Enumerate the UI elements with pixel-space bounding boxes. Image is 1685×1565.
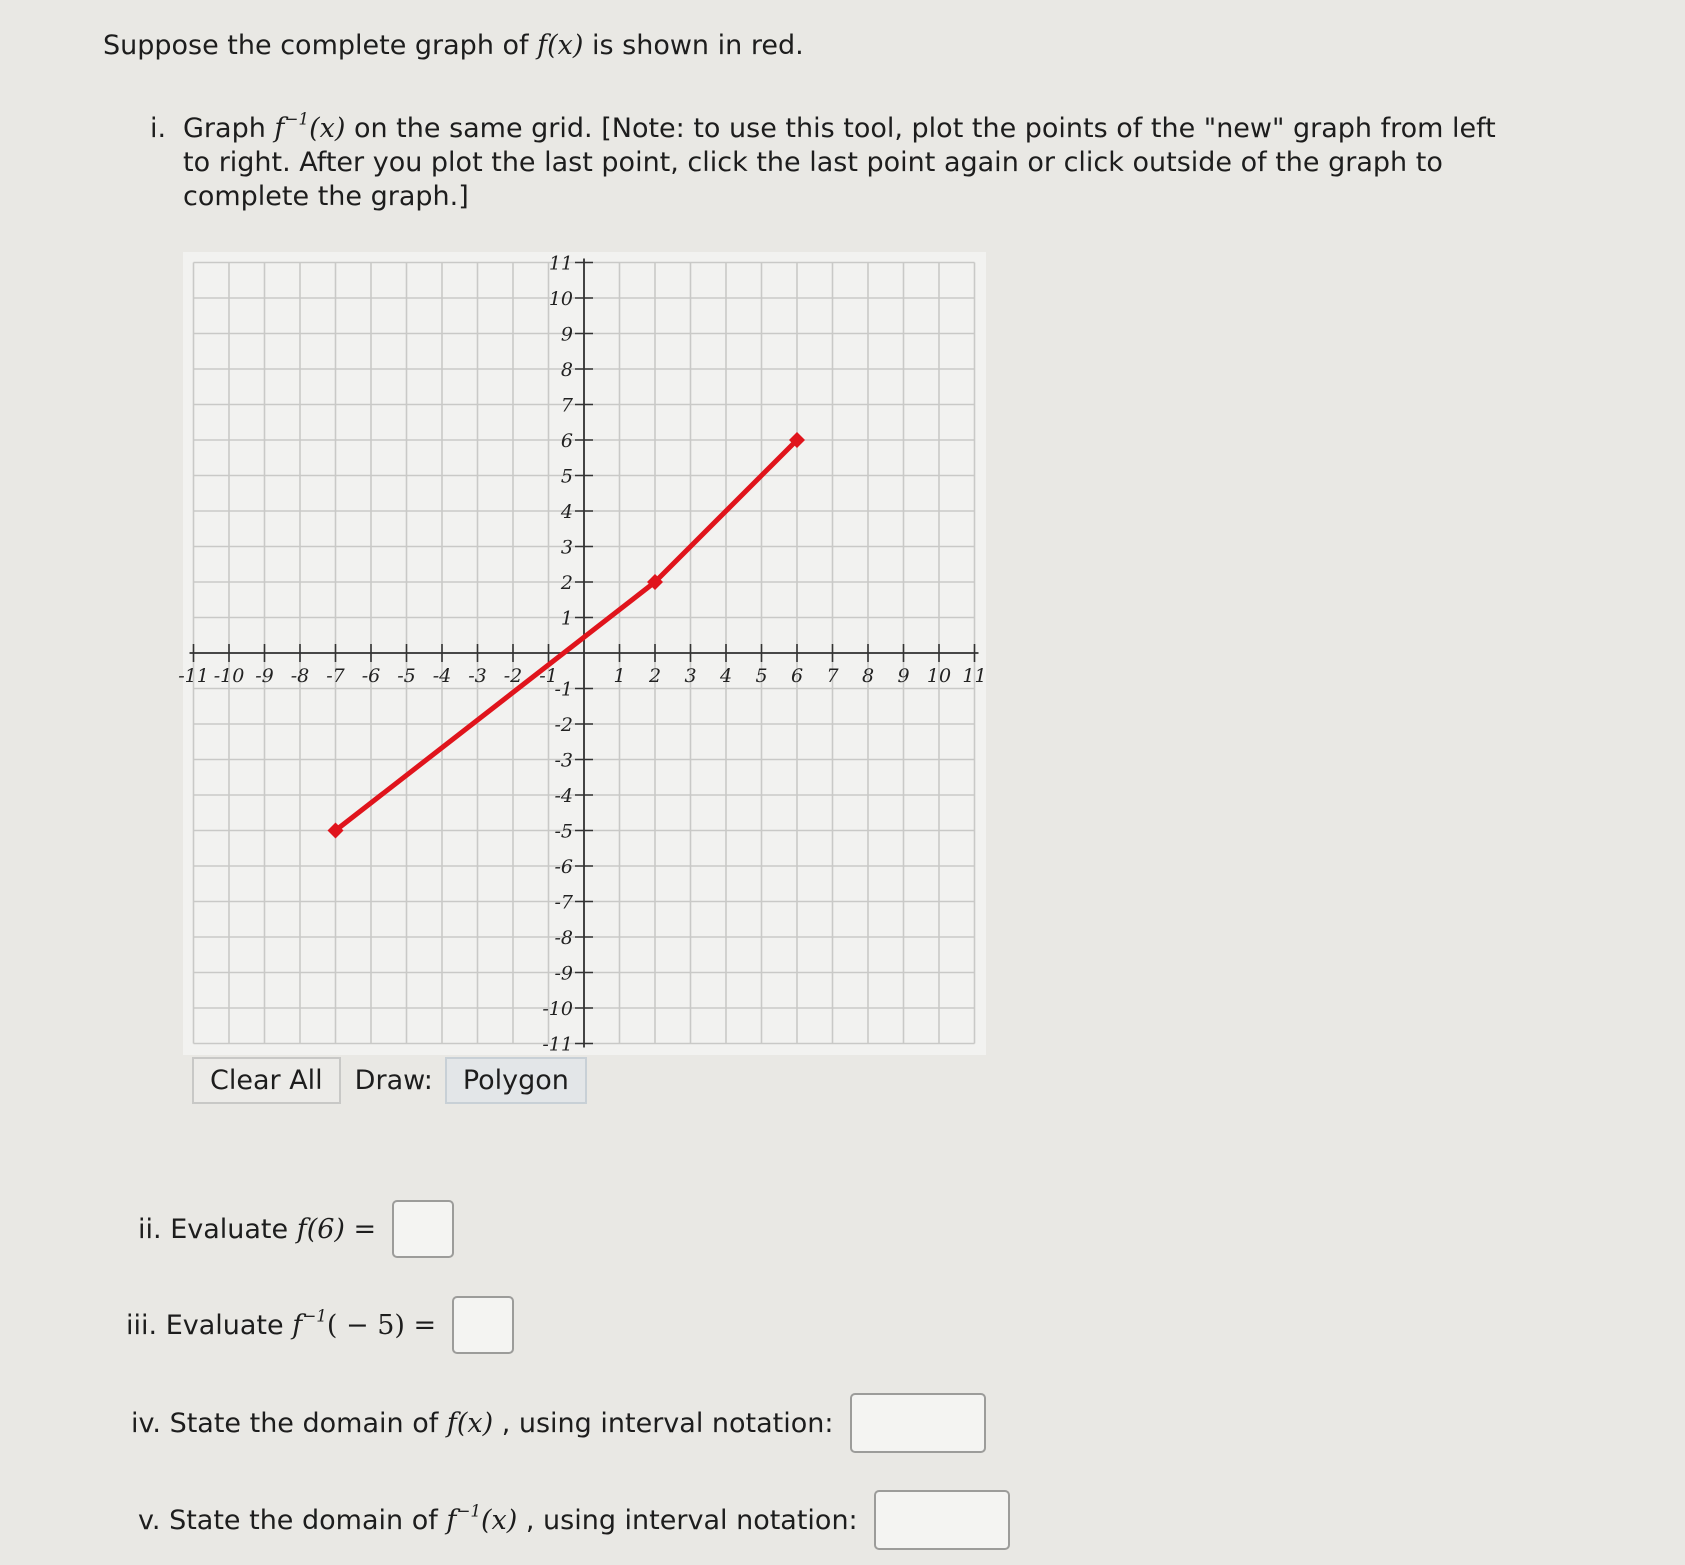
question-3-arg: ( − 5) = [326,1309,437,1341]
x-tick-label: 8 [861,665,875,687]
graph-toolbar [192,1057,587,1104]
x-tick-label: -1 [539,665,558,687]
question-1-number: i. [150,113,167,144]
y-tick-label: 1 [560,607,573,630]
x-tick-label: 3 [684,665,697,687]
y-tick-label: 9 [560,323,573,346]
question-2-expression: f(6) = [296,1213,377,1245]
question-4-post: , using interval notation: [493,1407,834,1439]
y-tick-label: 6 [560,430,573,452]
question-3-pre: Evaluate [165,1309,293,1341]
x-tick-label: 5 [755,665,768,687]
question-5-arg: (x) [481,1504,518,1536]
x-tick-label: 1 [613,665,626,687]
question-5-number: v. [138,1504,161,1536]
y-tick-label: 10 [548,288,573,310]
x-tick-label: -3 [468,665,487,687]
x-tick-label: 6 [790,665,804,687]
x-tick-label: -8 [290,665,310,687]
question-4 [131,1393,986,1453]
question-3 [126,1296,514,1354]
x-tick-label: 11 [962,665,987,687]
x-tick-label: 2 [648,665,662,687]
x-tick-label: -10 [213,665,245,687]
x-tick-label: 4 [719,665,733,687]
y-tick-label: 11 [548,252,573,275]
y-tick-label: -1 [554,678,573,701]
question-5 [138,1490,1010,1550]
clear-all-button[interactable]: Clear All [192,1057,341,1104]
inverse-arg: (x) [309,113,346,144]
question-4-number: iv. [131,1407,161,1439]
x-tick-label: -4 [432,665,452,687]
question-5-post: , using interval notation: [517,1504,858,1536]
x-tick-label: 9 [897,665,910,687]
y-tick-label: 8 [560,359,573,381]
y-tick-label: -2 [554,714,573,736]
intro-post: is shown in red. [583,30,804,61]
y-tick-label: -11 [542,1033,573,1056]
x-tick-label: -5 [397,665,416,687]
y-tick-label: -5 [554,820,573,843]
inverse-f: f [274,113,285,144]
y-tick-label: -3 [554,749,573,772]
x-tick-label: -7 [326,665,345,687]
question-1-pre: Graph [183,113,275,144]
x-tick-label: 7 [826,665,839,687]
answer-f-of-6-input[interactable] [392,1200,454,1258]
x-tick-label: -2 [503,665,523,687]
y-tick-label: -7 [554,891,573,914]
y-tick-label: -4 [554,785,573,807]
question-3-number: iii. [126,1309,158,1341]
question-1-post: on the same grid. [Note: to use this tool, plot the points of the "new" graph from left to right. After you plot the last point, click the last point again or click outside of the graph to complete the graph.] [183,113,1496,212]
intro-pre: Suppose the complete graph of [103,30,538,61]
y-tick-label: 5 [560,465,573,488]
question-5-f: f [446,1504,457,1536]
question-4-pre: State the domain of [169,1407,447,1439]
y-tick-label: 3 [560,536,573,559]
question-3-sup: −1 [302,1304,327,1325]
x-tick-label: -9 [255,665,274,687]
question-5-sup: −1 [456,1499,481,1520]
question-4-expression: f(x) [446,1407,494,1439]
y-tick-label: -10 [542,998,573,1020]
question-2 [138,1200,454,1258]
question-5-expression [446,1499,518,1536]
y-tick-label: -6 [554,856,573,878]
x-tick-label: -6 [361,665,381,687]
draw-label: Draw: [354,1065,433,1096]
inverse-sup: −1 [284,108,310,129]
question-2-number: ii. [138,1213,162,1245]
intro-function: f(x) [537,30,584,61]
question-3-f: f [292,1309,303,1341]
y-tick-label: -8 [554,927,573,949]
y-tick-label: 2 [560,572,573,594]
y-tick-label: 4 [560,501,573,523]
question-2-pre: Evaluate [170,1213,297,1245]
answer-domain-inverse-input[interactable] [874,1490,1010,1550]
x-tick-label: 10 [926,665,952,687]
y-tick-label: 7 [560,394,573,417]
question-3-expression [292,1304,437,1341]
x-tick-label: -11 [178,665,209,687]
answer-inverse-of-neg5-input[interactable] [452,1296,514,1354]
answer-domain-f-input[interactable] [850,1393,986,1453]
draw-mode-polygon[interactable]: Polygon [445,1057,587,1104]
question-5-pre: State the domain of [169,1504,447,1536]
y-tick-label: -9 [554,962,573,985]
